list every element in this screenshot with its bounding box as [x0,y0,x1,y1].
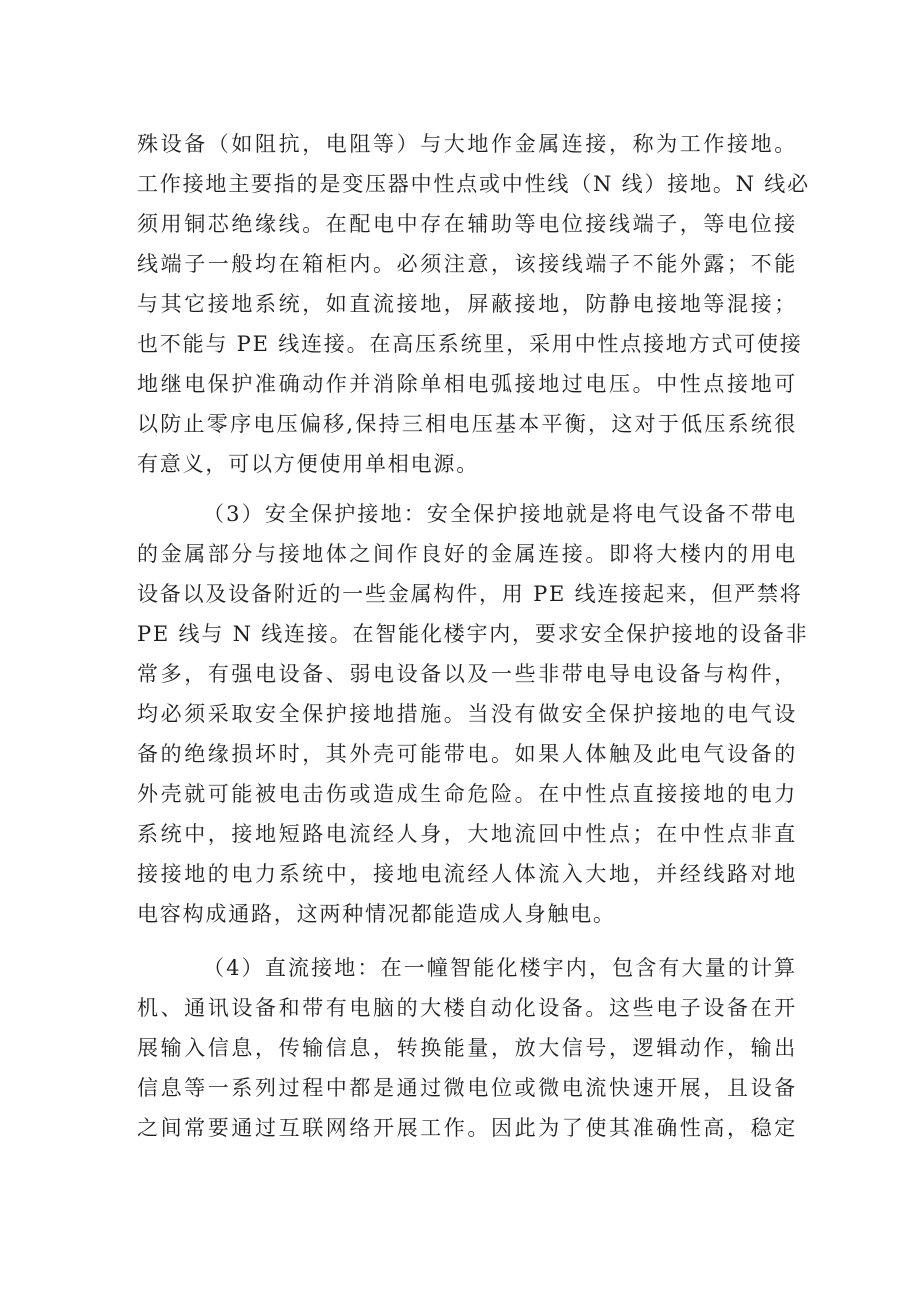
text-line: 以防止零序电压偏移,保持三相电压基本平衡，这对于低压系统很 [137,412,797,436]
text-line: 备的绝缘损坏时，其外壳可能带电。如果人体触及此电气设备的 [137,742,797,766]
text-line: 殊设备（如阻抗，电阻等）与大地作金属连接，称为工作接地。 [137,132,797,156]
text-line: 的金属部分与接地体之间作良好的金属连接。即将大楼内的用电 [137,542,797,566]
text-line: 系统中，接地短路电流经人身，大地流回中性点；在中性点非直 [137,822,797,846]
text-line: 常多，有强电设备、弱电设备以及一些非带电导电设备与构件， [137,662,797,686]
text-line: 之间常要通过互联网络开展工作。因此为了使其准确性高，稳定 [137,1116,797,1140]
paragraph-working-grounding [137,124,810,484]
paragraph-dc-grounding [137,948,797,1148]
text-line: 与其它接地系统，如直流接地，屏蔽接地，防静电接地等混接； [137,292,797,316]
text-line: 机、通讯设备和带有电脑的大楼自动化设备。这些电子设备在开 [137,996,797,1020]
text-line: （4）直流接地：在一幢智能化楼宇内，包含有大量的计算 [203,956,797,980]
text-line: 信息等一系列过程中都是通过微电位或微电流快速开展，且设备 [137,1076,797,1100]
text-line: PE 线与 N 线连接。在智能化楼宇内，要求安全保护接地的设备非 [137,622,809,646]
text-line: 接接地的电力系统中，接地电流经人体流入大地，并经线路对地 [137,862,797,886]
text-line: 电容构成通路，这两种情况都能造成人身触电。 [137,902,616,926]
text-line: 工作接地主要指的是变压器中性点或中性线（N 线）接地。N 线必 [137,172,810,196]
text-line: （3）安全保护接地：安全保护接地就是将电气设备不带电 [203,502,797,526]
text-line: 有意义，可以方便使用单相电源。 [137,452,479,476]
paragraph-safety-protective-grounding [137,494,809,934]
text-line: 须用铜芯绝缘线。在配电中存在辅助等电位接线端子，等电位接 [137,212,797,236]
text-line: 外壳就可能被电击伤或造成生命危险。在中性点直接接地的电力 [137,782,797,806]
text-line: 设备以及设备附近的一些金属构件，用 PE 线连接起来，但严禁将 [137,582,803,606]
text-line: 地继电保护准确动作并消除单相电弧接地过电压。中性点接地可 [137,372,797,396]
text-line: 线端子一般均在箱柜内。必须注意，该接线端子不能外露；不能 [137,252,797,276]
text-line: 均必须采取安全保护接地措施。当没有做安全保护接地的电气设 [137,702,797,726]
text-line: 展输入信息，传输信息，转换能量，放大信号，逻辑动作，输出 [137,1036,797,1060]
text-line: 也不能与 PE 线连接。在高压系统里，采用中性点接地方式可使接 [137,332,803,356]
